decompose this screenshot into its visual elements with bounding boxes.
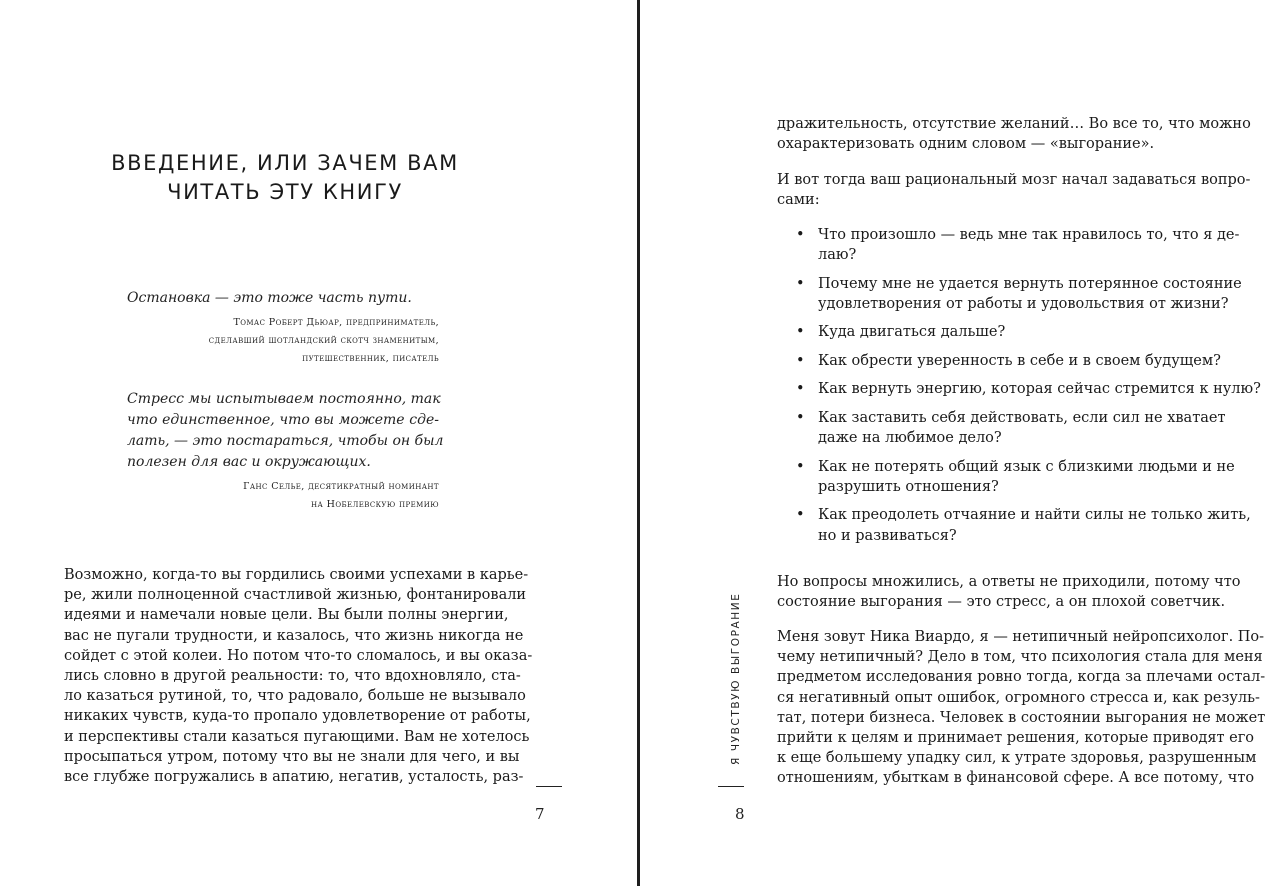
epigraph-line: полезен для вас и окружающих. [127,454,371,470]
list-item-line: Что произошло — ведь мне так нравилось то, что я де- [818,227,1240,243]
list-item-line: даже на любимое дело? [818,430,1002,447]
epigraph-1 [127,288,439,368]
bullet-icon: • [796,352,805,369]
page-number-left: 7 [535,805,545,823]
bullet-icon: • [796,227,805,243]
list-item-line: Как преодолеть отчаяние и найти силы не только жить, [818,507,1251,524]
body-line: тат, потери бизнеса. Человек в состоянии выгорания не может [777,709,1266,726]
body-line: Меня зовут Ника Виардо, я — нетипичный нейропсихолог. По- [777,629,1265,645]
list-item-line: лаю? [818,247,857,264]
list-item [795,505,1251,545]
body-line: Но вопросы множились, а ответы не приходили, потому что [777,574,1241,590]
body-line: лись словно в другой реальности: то, что вдохновляло, ста- [64,668,521,685]
list-item [795,225,1240,265]
attribution-line: на Нобелевскую премию [311,499,439,510]
bullet-icon: • [796,275,805,292]
body-line: предметом исследования ровно тогда, когда за плечами остал- [777,669,1266,686]
body-line: ло казаться рутиной, то, что радовало, больше не вызывало [64,688,526,705]
list-item [795,457,1235,497]
list-item-line: но и развиваться? [818,527,957,544]
list-item-line: Как вернуть энергию, которая сейчас стремится к нулю? [818,381,1261,398]
bullet-icon: • [796,324,805,341]
epigraph-2-text [127,389,444,473]
body-line: ре, жили полноценной счастливой жизнью, фонтанировали [64,587,527,604]
epigraph-line: Стресс мы испытываем постоянно, так [127,391,441,407]
body-line: ся негативный опыт ошибок, огромного стресса и, как резуль- [777,689,1260,706]
list-item [795,322,1213,342]
list-item [795,351,1221,371]
body-line: Возможно, когда-то вы гордились своими успехами в карье- [64,567,529,583]
epigraph-1-text [127,288,439,309]
body-line: чему нетипичный? Дело в том, что психология стала для меня [777,649,1263,666]
list-item-line: Как не потерять общий язык с близкими людьми и не [818,458,1235,475]
attribution-line: Томас Роберт Дьюар, предприниматель, [233,317,439,328]
chapter-title-line: ВВЕДЕНИЕ, ИЛИ ЗАЧЕМ ВАМ [111,151,459,175]
folio-rule-right [718,786,744,787]
list-item-line: Куда двигаться дальше? [818,324,1006,341]
epigraph-2 [127,389,444,514]
bullet-icon: • [796,458,805,475]
chapter-title-line: ЧИТАТЬ ЭТУ КНИГУ [167,180,403,204]
epigraph-1-attribution [127,314,439,368]
bullet-icon: • [796,409,805,426]
right-paragraph-4 [777,627,1266,789]
attribution-line: сделавший шотландский скотч знаменитым, [208,335,439,346]
epigraph-line: лать, — это постараться, чтобы он был [127,433,444,449]
body-line: все глубже погружались в апатию, негатив, усталость, раз- [64,769,524,786]
body-line: состояние выгорания — это стресс, а он плохой советчик. [777,594,1226,611]
book-spine-divider [637,0,640,886]
body-line: дражительность, отсутствие желаний… Во все то, что можно [777,116,1251,132]
list-item [795,408,1226,448]
list-item-line: Почему мне не удается вернуть потерянное состояние [818,275,1242,292]
right-paragraph-1 [777,114,1251,154]
folio-rule-left [536,786,562,787]
epigraph-line: что единственное, что вы можете сде- [127,412,439,428]
body-line: охарактеризовать одним словом — «выгорание». [777,136,1155,153]
list-item [795,379,1261,399]
body-line: и перспективы стали казаться пугающими. Вам не хотелось [64,728,530,745]
page-number-right: 8 [735,805,745,823]
right-paragraph-2 [777,170,1251,210]
list-item-line: Как обрести уверенность в себе и в своем будущем? [818,352,1221,369]
attribution-line: Ганс Селье, десятикратный номинант [243,481,439,492]
body-line: никаких чувств, куда-то пропало удовлетворение от работы, [64,708,531,725]
bullet-icon: • [796,381,805,398]
attribution-line: путешественник, писатель [302,353,439,364]
body-line: просыпаться утром, потому что вы не знали для чего, и вы [64,748,520,765]
bullet-icon: • [796,507,805,524]
list-item-line: разрушить отношения? [818,478,999,495]
epigraph-2-attribution [127,478,439,514]
body-line: прийти к целям и принимает решения, которые приводят его [777,730,1255,747]
list-item-line: удовлетворения от работы и удовольствия от жизни? [818,295,1229,312]
body-line: вас не пугали трудности, и казалось, что жизнь никогда не [64,627,524,644]
body-line: сойдет с этой колеи. Но потом что-то сломалось, и вы оказа- [64,647,533,664]
right-paragraph-3 [777,572,1241,612]
list-item [795,274,1242,314]
body-line: И вот тогда ваш рациональный мозг начал задаваться вопро- [777,172,1251,188]
epigraph-line: Остановка — это тоже часть пути. [127,290,412,306]
body-line: сами: [777,192,820,209]
body-line: идеями и намечали новые цели. Вы были полны энергии, [64,607,509,624]
chapter-title [95,149,475,207]
running-head: Я ЧУВСТВУЮ ВЫГОРАНИЕ [730,592,742,765]
body-line: отношениям, убыткам в финансовой сфере. А все потому, что [777,770,1255,787]
question-list [795,225,1261,554]
list-item-line: Как заставить себя действовать, если сил не хватает [818,409,1226,426]
body-line: к еще большему упадку сил, к утрате здоровья, разрушенным [777,750,1257,767]
left-body-text [64,565,533,787]
